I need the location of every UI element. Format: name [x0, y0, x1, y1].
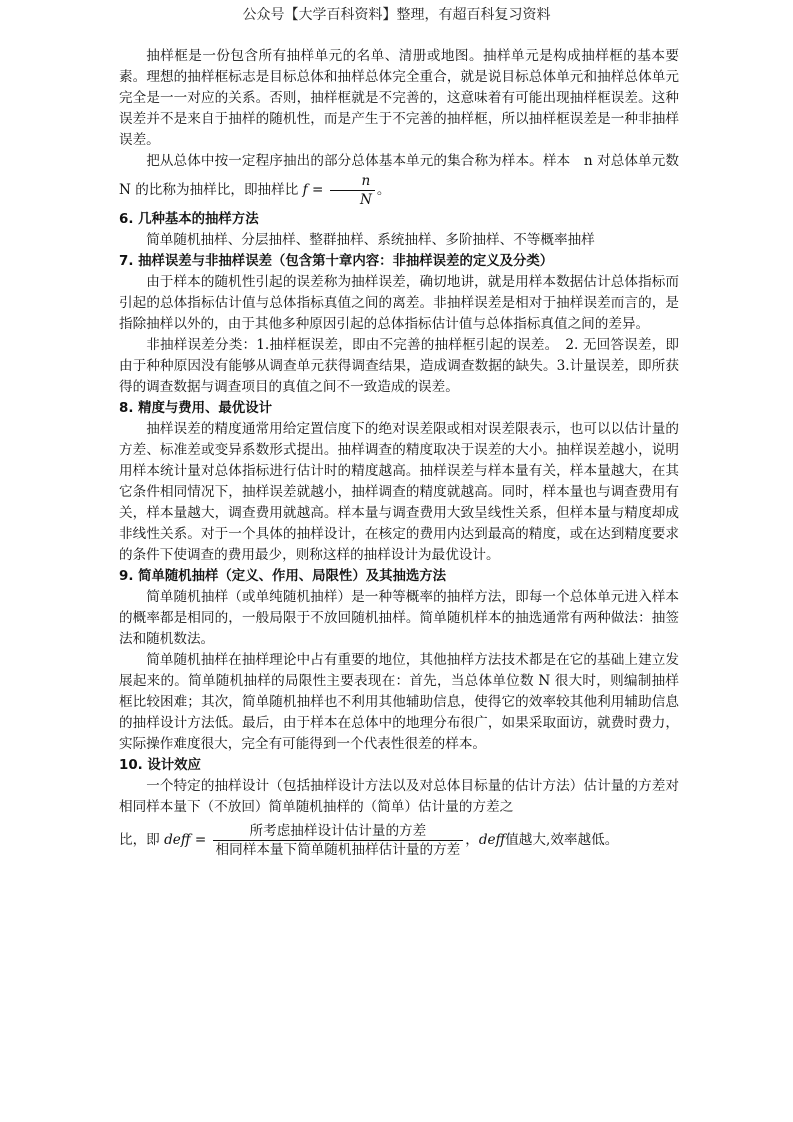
deff-denominator: 相同样本量下简单随机抽样估计量的方差: [215, 842, 461, 858]
formula-deff: deff: [164, 832, 191, 848]
paragraph-sampling-frame: 抽样框是一份包含所有抽样单元的名单、清册或地图。抽样单元是构成抽样框的基本要素。理想的抽样框标志是目标总体和抽样总体完全重合，就是说目标总体单元和抽样总体单元完全是一一对应的关系。否则，抽样框就是不完善的，这意味着有可能出现抽样框误差。这种误差并不是来自于抽样的随机性，而是产生于不完善的抽样框，所以抽样框误差是一种非抽样误差。: [119, 48, 679, 148]
page-header: 公众号【大学百科资料】整理，有超百科复习资料: [242, 7, 551, 23]
paragraph-srs-definition: 简单随机抽样（或单纯随机抽样）是一种等概率的抽样方法，即每一个总体单元进入样本的概率都是相同的，一般局限于不放回随机抽样。简单随机样本的抽选通常有两种做法：抽签法和随机数法。: [119, 589, 679, 647]
paragraph-sampling-methods: 简单随机抽样、分层抽样、整群抽样、系统抽样、多阶抽样、不等概率抽样: [146, 232, 595, 248]
paragraph-precision-cost: 抽样误差的精度通常用给定置信度下的绝对误差限或相对误差限表示，也可以以估计量的方差、标准差或变异系数形式提出。抽样调查的精度取决于误差的大小。抽样误差越小，说明用样本统计量对总体指标进行估计时的精度越高。抽样误差与样本量有关，样本量越大，在其它条件相同情况下，抽样误差就越小，抽样调查的精度就越高。同时，样本量也与调查费用有关，样本量越大，调查费用就越高。样本量与调查费用大致呈线性关系，但样本量与精度却成非线性关系。对于一个具体的抽样设计，在核定的费用内达到最高的精度，或在达到精度要求的条件下使调查的费用最少，则称这样的抽样设计为最优设计。: [119, 421, 679, 563]
sentence-end: 。: [376, 182, 391, 198]
sampling-ratio-text: 把从总体中按一定程序抽出的部分总体基本单元的集合称为样本。样本 n 对总体单元数 N 的比称为抽样比，即抽样比: [119, 153, 679, 198]
heading-8: 8. 精度与费用、最优设计: [119, 401, 272, 416]
heading-9: 9. 简单随机抽样（定义、作用、局限性）及其抽选方法: [119, 569, 447, 584]
paragraph-sampling-ratio: [119, 151, 679, 209]
paragraph-nonsampling-error-types: 非抽样误差分类：1.抽样框误差，即由不完善的抽样框引起的误差。 2. 无回答误差，即由于种种原因没有能够从调查单元获得调查结果，造成调查数据的缺失。3.计量误差，即所获得的调查数据与调查项目的真值之间不一致造成的误差。: [119, 337, 679, 395]
paragraph-srs-limitations: 简单随机抽样在抽样理论中占有重要的地位，其他抽样方法技术都是在它的基础上建立发展起来的。简单随机抽样的局限性主要表现在：首先，当总体单位数 N 很大时，则编制抽样框比较困难；其次，简单随机抽样也不利用其他辅助信息，使得它的效率较其他利用辅助信息的抽样设计方法低。最后，由于样本在总体中的地理分布很广，如果采取面访，就费时费力，实际操作难度很大，完全有可能得到一个代表性很差的样本。: [119, 652, 679, 752]
heading-10: 10. 设计效应: [119, 758, 201, 773]
document-body: [119, 46, 679, 862]
paragraph-sampling-error: 由于样本的随机性引起的误差称为抽样误差，确切地讲，就是用样本数据估计总体指标而引起的总体指标估计值与总体指标真值之间的离差。非抽样误差是相对于抽样误差而言的，是指除抽样以外的，由于其他多种原因引起的总体指标估计值与总体指标真值之间的差异。: [119, 274, 679, 332]
heading-6: 6. 几种基本的抽样方法: [119, 212, 259, 227]
heading-7: 7. 抽样误差与非抽样误差（包含第十章内容：非抽样误差的定义及分类）: [119, 254, 554, 269]
deff-fraction: [213, 822, 464, 859]
formula-f: f: [302, 182, 308, 198]
fraction-denominator: N: [359, 192, 372, 208]
formula-suffix: 值越大,效率越低。: [505, 832, 619, 848]
formula-deff-2: deff: [478, 832, 506, 848]
deff-numerator: 所考虑抽样设计估计量的方差: [213, 822, 464, 841]
fraction-numerator: n: [330, 172, 375, 191]
formula-prefix: 比，即: [119, 832, 160, 848]
formula-equals-2: =: [190, 832, 211, 848]
formula-separator: ，: [465, 832, 479, 848]
design-effect-formula-line: [119, 818, 679, 862]
sampling-ratio-fraction: [330, 172, 375, 209]
formula-equals: =: [307, 182, 328, 198]
paragraph-design-effect: 一个特定的抽样设计（包括抽样设计方法以及对总体目标量的估计方法）估计量的方差对相同样本量下（不放回）简单随机抽样的（简单）估计量的方差之: [119, 778, 679, 815]
